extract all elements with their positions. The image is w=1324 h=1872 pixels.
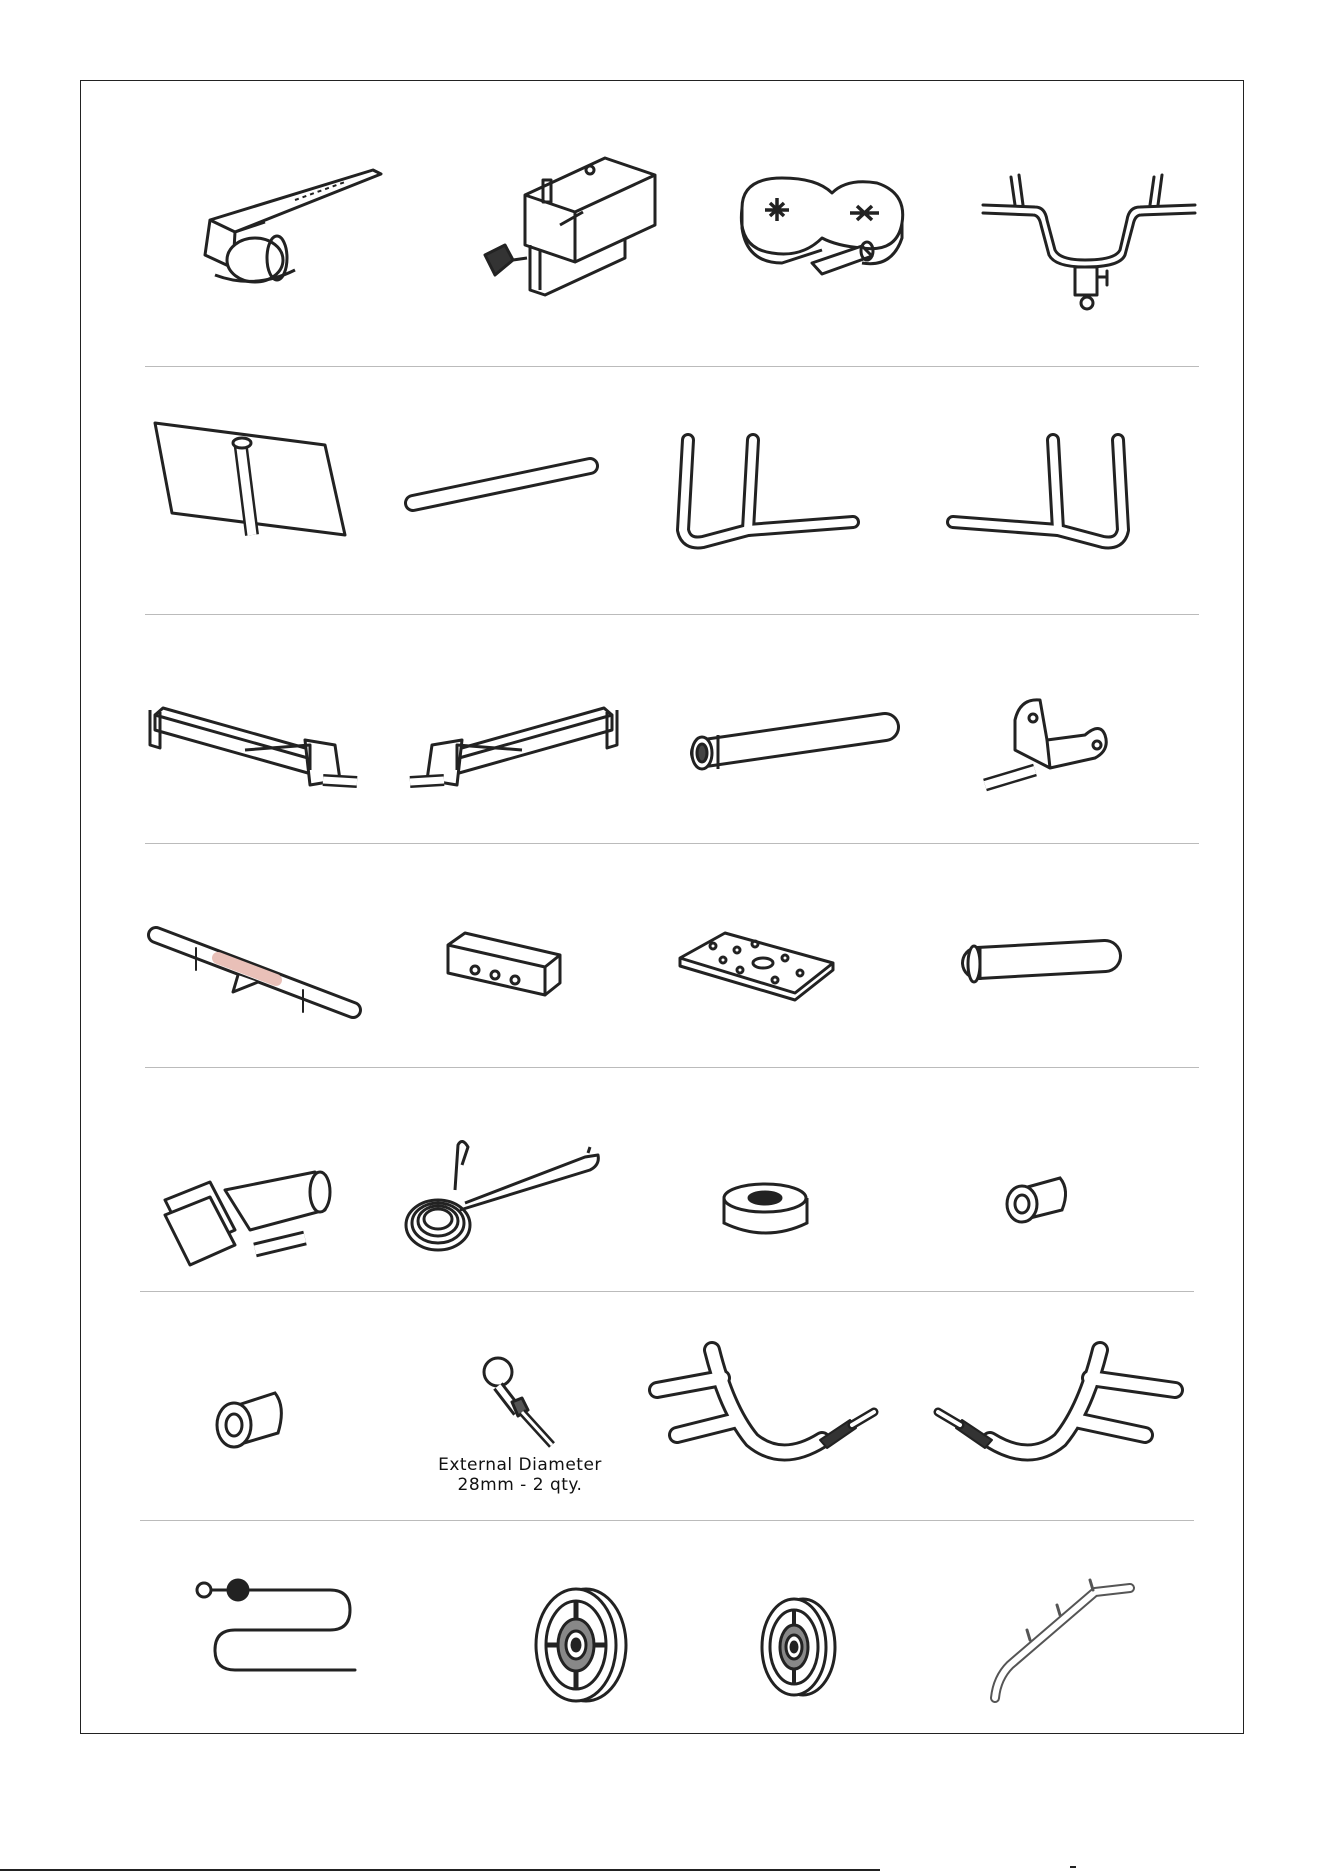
- part-frame-beam-left: [145, 700, 365, 815]
- bushing-icon: [210, 1385, 290, 1455]
- part-sleeve-tube: [960, 928, 1120, 988]
- backrest-plate-icon: [150, 415, 355, 545]
- part-pad-bar: [148, 920, 363, 1025]
- footer-rule: [0, 1869, 880, 1871]
- pulley-plate-icon: [722, 168, 912, 298]
- part-flanged-bushing: [210, 1385, 290, 1455]
- curved-arm-icon: [930, 1340, 1180, 1480]
- pulley-wheel-icon: [530, 1585, 630, 1705]
- row-divider: [145, 366, 1199, 367]
- part-mounting-plate: [675, 928, 840, 1003]
- part-curved-arm-right: [930, 1340, 1180, 1480]
- handlebar-icon: [975, 165, 1200, 315]
- mounting-plate-icon: [675, 928, 840, 1003]
- part-axle-with-bushing: [680, 705, 900, 785]
- pop-pin-caption-line2: 28mm - 2 qty.: [457, 1475, 583, 1495]
- parts-frame: [80, 80, 1244, 1734]
- part-torsion-spring: [400, 1135, 605, 1265]
- axle-icon: [680, 705, 900, 785]
- part-double-pulley-plate: [722, 168, 912, 298]
- part-angled-bar: [985, 1570, 1140, 1705]
- part-leg-holder-right: [948, 430, 1148, 565]
- row-divider: [145, 843, 1199, 844]
- footer-tick: [1070, 1866, 1076, 1868]
- row-divider: [140, 1520, 1194, 1521]
- part-pulley-wheel-large: [530, 1585, 630, 1705]
- part-straight-rod: [405, 448, 600, 518]
- part-cable: [190, 1575, 370, 1685]
- row-divider: [145, 1067, 1199, 1068]
- block-icon: [440, 925, 570, 1000]
- pulley-wheel-icon: [758, 1595, 838, 1700]
- part-handlebar-with-pop-pin: [975, 165, 1200, 315]
- pop-pin-caption-line1: External Diameter: [438, 1455, 602, 1475]
- part-rubber-spacer: [718, 1178, 813, 1243]
- part-u-bracket-with-shaft: [975, 690, 1115, 795]
- part-seat-bracket: [195, 160, 395, 295]
- torsion-spring-icon: [400, 1135, 605, 1265]
- seat-bracket-icon: [195, 160, 395, 295]
- cable-icon: [190, 1575, 370, 1685]
- leg-holder-icon: [948, 430, 1148, 565]
- part-leg-holder-left: [658, 430, 858, 565]
- curved-arm-icon: [652, 1340, 882, 1480]
- row-divider: [145, 614, 1199, 615]
- part-frame-beam-right: [402, 700, 622, 815]
- angled-bar-icon: [985, 1570, 1140, 1705]
- leg-holder-icon: [658, 430, 858, 565]
- part-block-connector: [440, 925, 570, 1000]
- spacer-icon: [718, 1178, 813, 1243]
- bushing-icon: [1000, 1170, 1072, 1230]
- frame-beam-icon: [145, 700, 365, 815]
- part-square-tube-bracket-with-knob: [465, 150, 670, 300]
- part-cylinder-bracket: [155, 1160, 335, 1270]
- part-backrest-plate-with-tube: [150, 415, 355, 545]
- row-divider: [140, 1291, 1194, 1292]
- pad-bar-icon: [148, 920, 363, 1025]
- part-pulley-wheel-small: [758, 1595, 838, 1700]
- pop-pin-caption: [430, 1455, 610, 1495]
- frame-beam-icon: [402, 700, 622, 815]
- square-bracket-icon: [465, 150, 670, 300]
- pop-pin-icon: [480, 1350, 565, 1450]
- cylinder-bracket-icon: [155, 1160, 335, 1270]
- part-flanged-bushing-small: [1000, 1170, 1072, 1230]
- sleeve-icon: [960, 928, 1120, 988]
- u-bracket-icon: [975, 690, 1115, 795]
- rod-icon: [405, 448, 600, 518]
- part-curved-arm-left: [652, 1340, 882, 1480]
- part-pop-pin: [480, 1350, 565, 1450]
